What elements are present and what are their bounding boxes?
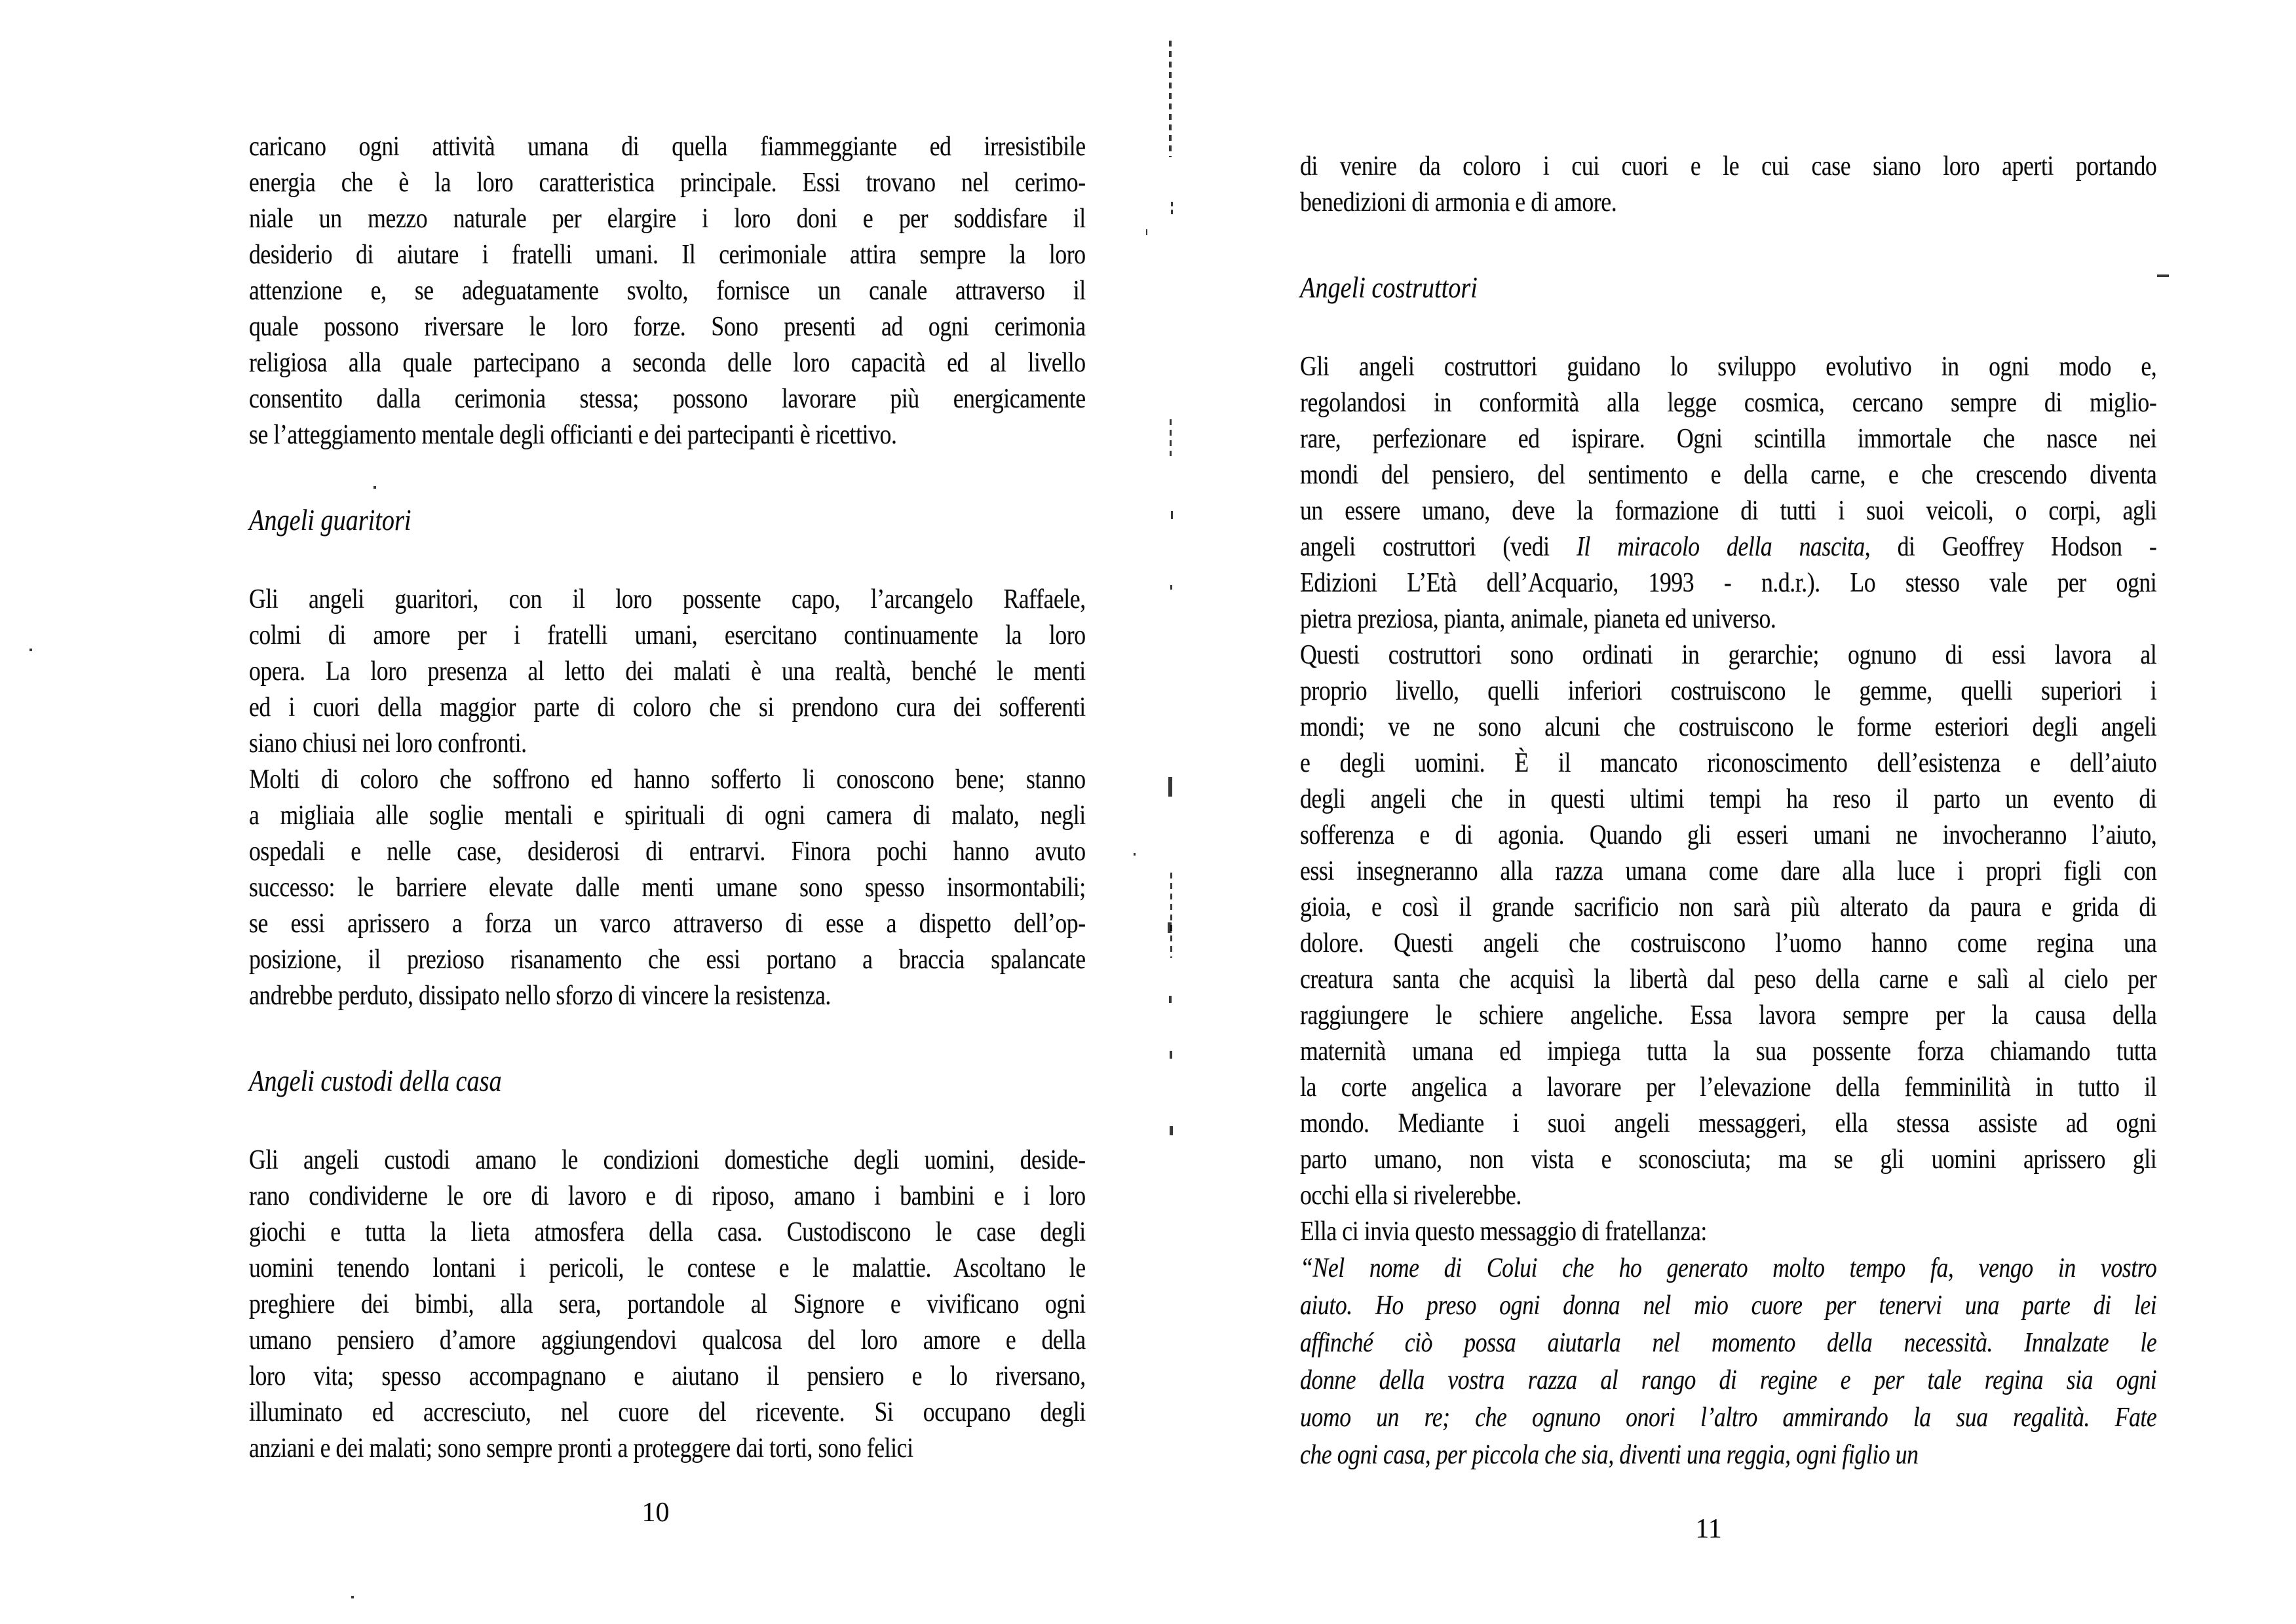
- scan-speck: [1169, 996, 1172, 1003]
- text-line: uomini tenendo lontani i pericoli, le contese e le malattie. Ascoltano le: [249, 1253, 1086, 1283]
- section-heading: Angeli custodi della casa: [249, 1065, 502, 1097]
- text-line: opera. La loro presenza al letto dei malati è una realtà, benché le menti: [249, 656, 1086, 687]
- text-line: affinché ciò possa aiutarla nel momento della necessità. Innalzate le: [1300, 1328, 2157, 1358]
- text-line: parto umano, non vista e sconosciuta; ma se gli uomini aprissero gli: [1300, 1144, 2157, 1175]
- text-line: gioia, e così il grande sacrificio non sarà più alterato da paura e grida di: [1300, 892, 2157, 922]
- scan-speck: [1171, 202, 1173, 206]
- text-line: se l’atteggiamento mentale degli officianti e dei partecipanti è ricettivo.: [249, 420, 897, 450]
- text-line: posizione, il prezioso risanamento che essi portano a braccia spalancate: [249, 945, 1086, 975]
- text-line: sofferenza e di agonia. Quando gli esseri umani ne invocheranno l’aiuto,: [1300, 820, 2157, 850]
- text-line: ed i cuori della maggior parte di coloro che si prendono cura dei sofferenti: [249, 692, 1086, 723]
- scan-speck: [2157, 274, 2169, 277]
- page-left: [249, 129, 1086, 1467]
- text-line: Molti di coloro che soffrono ed hanno sofferto li conoscono bene; stanno: [249, 765, 1086, 795]
- text-line: desiderio di aiutare i fratelli umani. Il cerimoniale attira sempre la loro: [249, 240, 1086, 270]
- scan-speck: [1171, 511, 1173, 519]
- section-heading: Angeli costruttori: [1300, 271, 1478, 304]
- body-paragraph: [1300, 1214, 2156, 1250]
- text-line: uomo un re; che ognuno onori l’altro ammirando la sua regalità. Fate: [1300, 1403, 2157, 1433]
- scan-speck: [1170, 1051, 1172, 1059]
- text-line: proprio livello, quelli inferiori costruiscono le gemme, quelli superiori i: [1300, 676, 2157, 706]
- text-line: un essere umano, deve la formazione di tutti i suoi veicoli, o corpi, agli: [1300, 496, 2157, 526]
- text-line: attenzione e, se adeguatamente svolto, fornisce un canale attraverso il: [249, 276, 1086, 306]
- text-line: Gli angeli guaritori, con il loro possente capo, l’arcangelo Raffaele,: [249, 584, 1086, 614]
- text-line: illuminato ed accresciuto, nel cuore del ricevente. Si occupano degli: [249, 1397, 1086, 1427]
- text-line: mondo. Mediante i suoi angeli messaggeri, ella stessa assiste ad ogni: [1300, 1108, 2157, 1139]
- text-line: donne della vostra razza al rango di regine e per tale regina sia ogni: [1300, 1365, 2157, 1395]
- text-line: giochi e tutta la lieta atmosfera della casa. Custodiscono le case degli: [249, 1217, 1086, 1247]
- body-paragraph: [249, 762, 1086, 1014]
- text-line: niale un mezzo naturale per elargire i loro doni e per soddisfare il: [249, 204, 1086, 234]
- text-line: Ella ci invia questo messaggio di fratellanza:: [1300, 1217, 1707, 1247]
- text-line: caricano ogni attività umana di quella fiammeggiante ed irresistibile: [249, 132, 1086, 162]
- text-line: andrebbe perduto, dissipato nello sforzo di vincere la resistenza.: [249, 981, 831, 1011]
- page-number: 11: [1695, 1514, 1722, 1544]
- scan-speck: [29, 649, 32, 651]
- text-line: raggiungere le schiere angeliche. Essa lavora sempre per la causa della: [1300, 1000, 2157, 1030]
- text-line: consentito dalla cerimonia stessa; possono lavorare più energicamente: [249, 384, 1086, 414]
- text-line: Gli angeli custodi amano le condizioni domestiche degli uomini, deside-: [249, 1145, 1086, 1175]
- page-right: [1300, 149, 2156, 1474]
- section-heading: Angeli guaritori: [249, 504, 411, 537]
- text-line: ospedali e nelle case, desiderosi di entrarvi. Finora pochi hanno avuto: [249, 837, 1086, 867]
- scan-speck: [373, 486, 376, 489]
- scan-speck: [1170, 1126, 1173, 1135]
- text-line: Gli angeli costruttori guidano lo sviluppo evolutivo in ogni modo e,: [1300, 352, 2157, 382]
- text-line: preghiere dei bimbi, alla sera, portandole al Signore e vivificano ogni: [249, 1289, 1086, 1319]
- text-line: che ogni casa, per piccola che sia, diventi una reggia, ogni figlio un: [1300, 1440, 1919, 1470]
- text-line: creatura santa che acquisì la libertà dal peso della carne e salì al cielo per: [1300, 964, 2157, 994]
- text-line: aiuto. Ho preso ogni donna nel mio cuore per tenervi una parte di lei: [1300, 1291, 2157, 1321]
- text-line: angeli costruttori (vedi Il miracolo della nascita, di Geoffrey Hodson -: [1300, 532, 2157, 562]
- text-line: a migliaia alle soglie mentali e spirituali di ogni camera di malato, negli: [249, 801, 1086, 831]
- body-paragraph: [1300, 149, 2156, 221]
- page-text-flow: [249, 129, 1086, 1467]
- text-line: religiosa alla quale partecipano a seconda delle loro capacità ed al livello: [249, 348, 1086, 378]
- scan-speck: [1170, 585, 1172, 590]
- text-line: mondi; ve ne sono alcuni che costruiscono le forme esteriori degli angeli: [1300, 712, 2157, 742]
- text-line: mondi del pensiero, del sentimento e della carne, e che crescendo diventa: [1300, 460, 2157, 490]
- text-line: occhi ella si rivelerebbe.: [1300, 1180, 1521, 1211]
- body-paragraph: [1300, 1250, 2156, 1474]
- body-paragraph: [249, 1142, 1086, 1467]
- text-line: degli angeli che in questi ultimi tempi ha reso il parto un evento di: [1300, 784, 2157, 814]
- text-line: Questi costruttori sono ordinati in gerarchie; ognuno di essi lavora al: [1300, 640, 2157, 670]
- text-line: pietra preziosa, pianta, animale, pianeta ed universo.: [1300, 604, 1776, 634]
- text-line: rare, perfezionare ed ispirare. Ogni scintilla immortale che nasce nei: [1300, 424, 2157, 454]
- scan-speck: [1171, 210, 1173, 214]
- body-paragraph: [249, 582, 1086, 762]
- text-line: quale possono riversare le loro forze. Sono presenti ad ogni cerimonia: [249, 312, 1086, 342]
- text-line: colmi di amore per i fratelli umani, esercitano continuamente la loro: [249, 620, 1086, 651]
- text-line: dolore. Questi angeli che costruiscono l’uomo hanno come regina una: [1300, 928, 2157, 958]
- text-line: e degli uomini. È il mancato riconoscimento dell’esistenza e dell’aiuto: [1300, 748, 2157, 778]
- body-paragraph: [249, 129, 1086, 453]
- text-line: anziani e dei malati; sono sempre pronti a proteggere dai torti, sono felici: [249, 1433, 913, 1463]
- text-line: maternità umana ed impiega tutta la sua possente forza chiamando tutta: [1300, 1036, 2157, 1067]
- text-line: successo: le barriere elevate dalle menti umane sono spesso insormontabili;: [249, 873, 1086, 903]
- scan-speck: [1168, 922, 1172, 933]
- scan-speck: [1168, 777, 1172, 797]
- text-line: regolandosi in conformità alla legge cosmica, cercano sempre di miglio-: [1300, 388, 2157, 418]
- text-line: benedizioni di armonia e di amore.: [1300, 187, 1617, 217]
- page-text-flow: [1300, 149, 2156, 1474]
- scan-speck: [1170, 873, 1172, 958]
- scan-speck: [1134, 853, 1136, 856]
- body-paragraph: [1300, 349, 2156, 637]
- body-paragraph: [1300, 637, 2156, 1214]
- text-line: rano condividerne le ore di lavoro e di riposo, amano i bambini e i loro: [249, 1181, 1086, 1211]
- text-line: “Nel nome di Colui che ho generato molto tempo fa, vengo in vostro: [1300, 1253, 2157, 1283]
- scan-speck: [1146, 229, 1147, 235]
- text-line: la corte angelica a lavorare per l’elevazione della femminilità in tutto il: [1300, 1072, 2157, 1103]
- text-line: se essi aprissero a forza un varco attraverso di esse a dispetto dell’op-: [249, 909, 1086, 939]
- text-line: energia che è la loro caratteristica principale. Essi trovano nel cerimo-: [249, 168, 1086, 198]
- scan-speck: [351, 1596, 354, 1598]
- scan-speck: [1170, 419, 1172, 456]
- text-line: siano chiusi nei loro confronti.: [249, 728, 527, 759]
- page-number: 10: [641, 1498, 670, 1528]
- text-line: Edizioni L’Età dell’Acquario, 1993 - n.d.r.). Lo stesso vale per ogni: [1300, 568, 2157, 598]
- text-line: umano pensiero d’amore aggiungendovi qualcosa del loro amore e della: [249, 1325, 1086, 1355]
- text-line: essi insegneranno alla razza umana come dare alla luce i propri figli con: [1300, 856, 2157, 886]
- text-line: di venire da coloro i cui cuori e le cui case siano loro aperti portando: [1300, 151, 2157, 181]
- text-line: loro vita; spesso accompagnano e aiutano il pensiero e lo riversano,: [249, 1361, 1086, 1391]
- scan-speck: [1169, 41, 1172, 157]
